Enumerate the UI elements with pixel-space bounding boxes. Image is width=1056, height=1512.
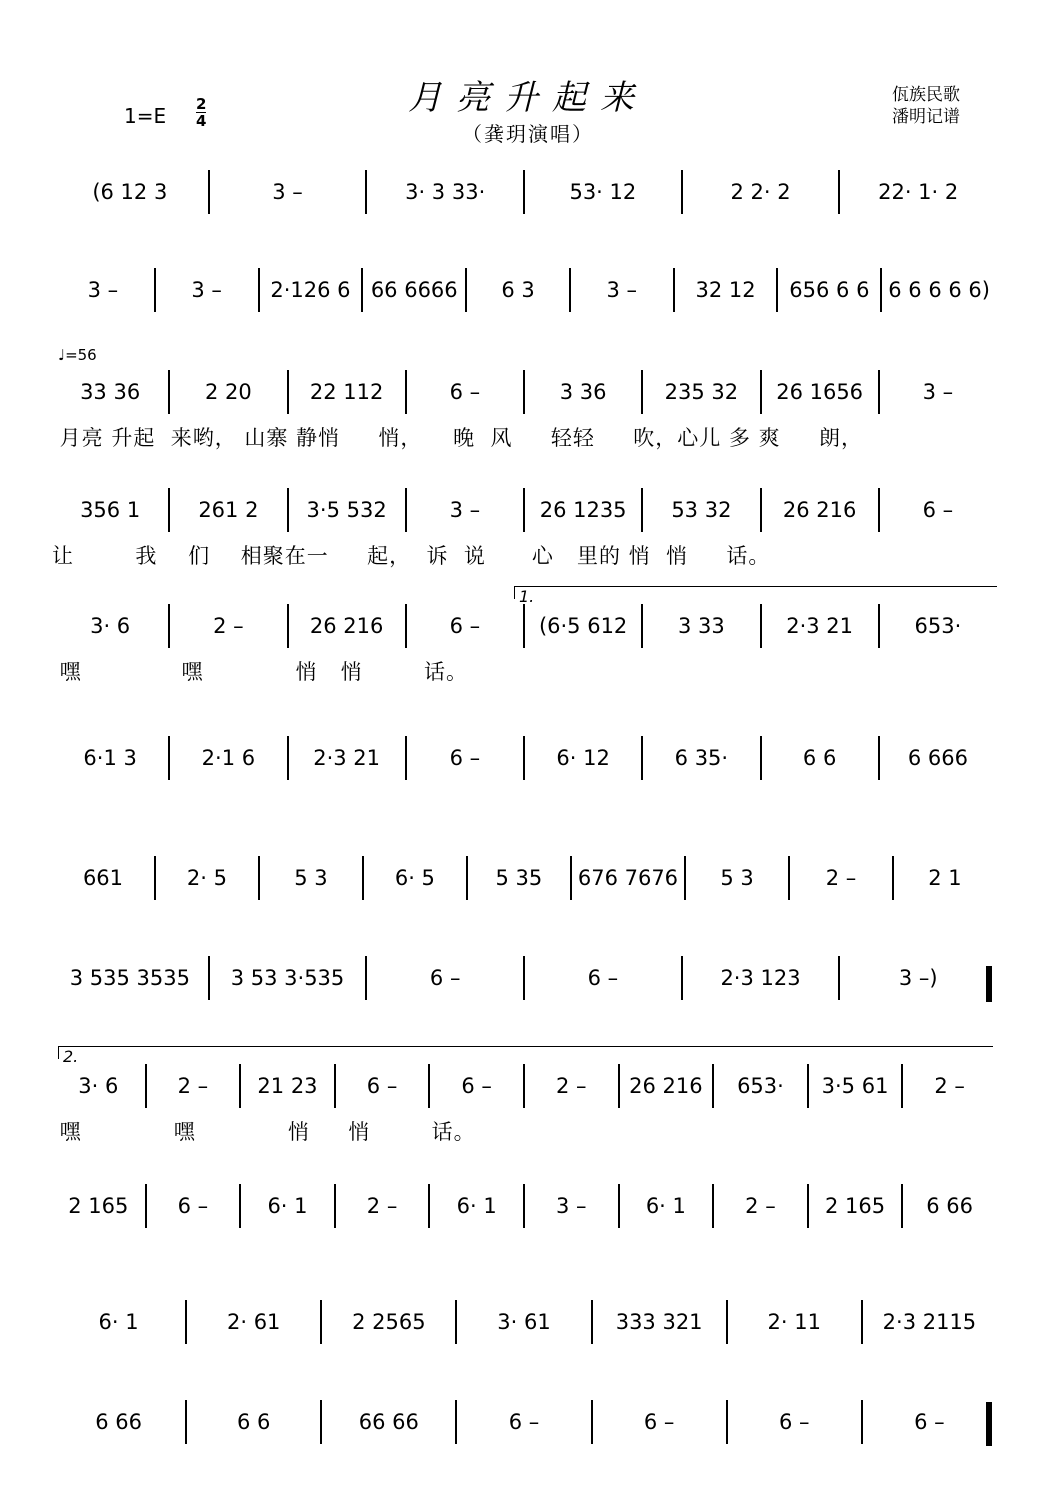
measure: 2·3 123: [683, 956, 841, 1000]
measure: 2 –: [714, 1184, 809, 1228]
measure: 3· 6: [52, 1064, 147, 1108]
measure: 676 7676: [572, 856, 686, 900]
song-title: 月亮升起来: [408, 78, 648, 118]
measure: 2 –: [934, 1074, 965, 1098]
lyrics-row: 嘿 嘿 悄 悄 话。: [52, 660, 468, 684]
measure: 33 36: [52, 370, 170, 414]
measure: 3 –: [571, 268, 675, 312]
measure: (6 12 3: [52, 170, 210, 214]
measure: 2 –: [170, 604, 288, 648]
measure: 6 –: [336, 1064, 431, 1108]
measure: 3 –: [922, 380, 954, 404]
measure: 2·126 6: [260, 268, 364, 312]
measure: 6 –: [593, 1400, 728, 1444]
measure: (6·5 612: [525, 604, 643, 648]
measure: 26 216: [289, 604, 407, 648]
final-barline: [986, 966, 992, 1002]
measure: 661: [52, 856, 156, 900]
measure: 6 –: [430, 1064, 525, 1108]
measure: 6 –: [728, 1400, 863, 1444]
measure: 22· 1· 2: [878, 180, 959, 204]
notation-row: [52, 1400, 996, 1444]
measure: 26 216: [620, 1064, 715, 1108]
measure: 6 6: [762, 736, 880, 780]
measure: 6 3: [467, 268, 571, 312]
time-signature: [196, 96, 206, 129]
measure: 21 23: [241, 1064, 336, 1108]
notation-row: [52, 488, 996, 532]
credits: [892, 84, 960, 128]
measure: 3 –: [407, 488, 525, 532]
measure: 6 –: [407, 370, 525, 414]
measure: 6 –: [147, 1184, 242, 1228]
measure: 2· 11: [728, 1300, 863, 1344]
credit-origin: 佤族民歌: [892, 85, 960, 105]
key-signature: 1=E: [124, 104, 167, 128]
measure: 2 –: [336, 1184, 431, 1228]
measure: 2 –: [790, 856, 894, 900]
measure: 3 –: [525, 1184, 620, 1228]
measure: 2·3 2115: [882, 1310, 977, 1334]
measure: 3 –: [210, 170, 368, 214]
measure: 6 6 6 6 6): [888, 278, 990, 302]
notation-row: [52, 370, 996, 414]
measure: 2 2· 2: [683, 170, 841, 214]
measure: 356 1: [52, 488, 170, 532]
measure: 6 66: [926, 1194, 974, 1218]
measure: 6·1 3: [52, 736, 170, 780]
performer-note: （龚玥演唱）: [462, 122, 594, 146]
volta-bracket: 1.: [514, 586, 997, 599]
lyrics-row: 月亮 升起 来哟， 山寨 静悄 悄， 晚 风 轻轻 吹，心儿 多 爽 朗，: [52, 426, 863, 450]
measure: 6· 1: [430, 1184, 525, 1228]
measure: 2· 5: [156, 856, 260, 900]
measure: 2· 61: [187, 1300, 322, 1344]
measure: 653·: [914, 614, 962, 638]
measure: 2 165: [809, 1184, 904, 1228]
meter-bottom: 4: [196, 112, 207, 130]
measure: 2·1 6: [170, 736, 288, 780]
measure: 3 535 3535: [52, 956, 210, 1000]
measure: 32 12: [675, 268, 779, 312]
measure: 3 53 3·535: [210, 956, 368, 1000]
measure: 6 –: [914, 1410, 945, 1434]
measure: 6· 5: [364, 856, 468, 900]
measure: 2 –: [525, 1064, 620, 1108]
measure: 3 –: [52, 268, 156, 312]
measure: 3 33: [643, 604, 761, 648]
notation-row: [52, 604, 996, 648]
credit-transcriber: 潘明记谱: [892, 107, 960, 127]
measure: 2 20: [170, 370, 288, 414]
measure: 53· 12: [525, 170, 683, 214]
measure: 6 –: [457, 1400, 592, 1444]
measure: 2·3 21: [289, 736, 407, 780]
measure: 66 66: [322, 1400, 457, 1444]
notation-row: [52, 1300, 996, 1344]
notation-row: [52, 268, 996, 312]
measure: 3· 61: [457, 1300, 592, 1344]
volta-bracket: 2.: [58, 1046, 993, 1059]
measure: 656 6 6: [778, 268, 882, 312]
measure: 6 –: [407, 604, 525, 648]
notation-row: [52, 1184, 996, 1228]
measure: 653·: [714, 1064, 809, 1108]
lyrics-row: 让 我 们 相聚在一 起， 诉 说 心 里的 悄 悄 话。: [52, 544, 771, 568]
notation-row: [52, 1064, 996, 1108]
measure: 261 2: [170, 488, 288, 532]
measure: 22 112: [289, 370, 407, 414]
measure: 3· 6: [52, 604, 170, 648]
measure: 2 –: [147, 1064, 242, 1108]
measure: 66 6666: [363, 268, 467, 312]
notation-row: [52, 956, 996, 1000]
measure: 3· 3 33·: [367, 170, 525, 214]
measure: 6 6: [187, 1400, 322, 1444]
measure: 26 216: [762, 488, 880, 532]
lyrics-row: 嘿 嘿 悄 悄 话。: [52, 1120, 476, 1144]
final-barline: [986, 1402, 992, 1446]
meter-top: 2: [196, 95, 207, 113]
measure: 5 3: [260, 856, 364, 900]
measure: 6 –: [525, 956, 683, 1000]
measure: 6 35·: [643, 736, 761, 780]
measure: 6 –: [367, 956, 525, 1000]
measure: 6 –: [922, 498, 954, 522]
measure: 6 666: [907, 746, 968, 770]
measure: 5 35: [468, 856, 572, 900]
measure: 53 32: [643, 488, 761, 532]
measure: 3·5 61: [809, 1064, 904, 1108]
measure: 3 –: [156, 268, 260, 312]
measure: 6· 1: [241, 1184, 336, 1228]
notation-row: [52, 856, 996, 900]
notation-row: [52, 736, 996, 780]
measure: 6· 12: [525, 736, 643, 780]
notation-row: [52, 170, 996, 214]
measure: 2 165: [52, 1184, 147, 1228]
measure: 3 36: [525, 370, 643, 414]
measure: 235 32: [643, 370, 761, 414]
measure: 2·3 21: [762, 604, 880, 648]
measure: 6 66: [52, 1400, 187, 1444]
measure: 2 2565: [322, 1300, 457, 1344]
measure: 3 –): [898, 966, 938, 990]
measure: 6· 1: [52, 1300, 187, 1344]
measure: 26 1656: [762, 370, 880, 414]
measure: 5 3: [686, 856, 790, 900]
tempo-marking: ♩=56: [58, 346, 97, 364]
measure: 6 –: [407, 736, 525, 780]
measure: 333 321: [593, 1300, 728, 1344]
measure: 3·5 532: [289, 488, 407, 532]
measure: 6· 1: [620, 1184, 715, 1228]
measure: 26 1235: [525, 488, 643, 532]
measure: 2 1: [928, 866, 962, 890]
